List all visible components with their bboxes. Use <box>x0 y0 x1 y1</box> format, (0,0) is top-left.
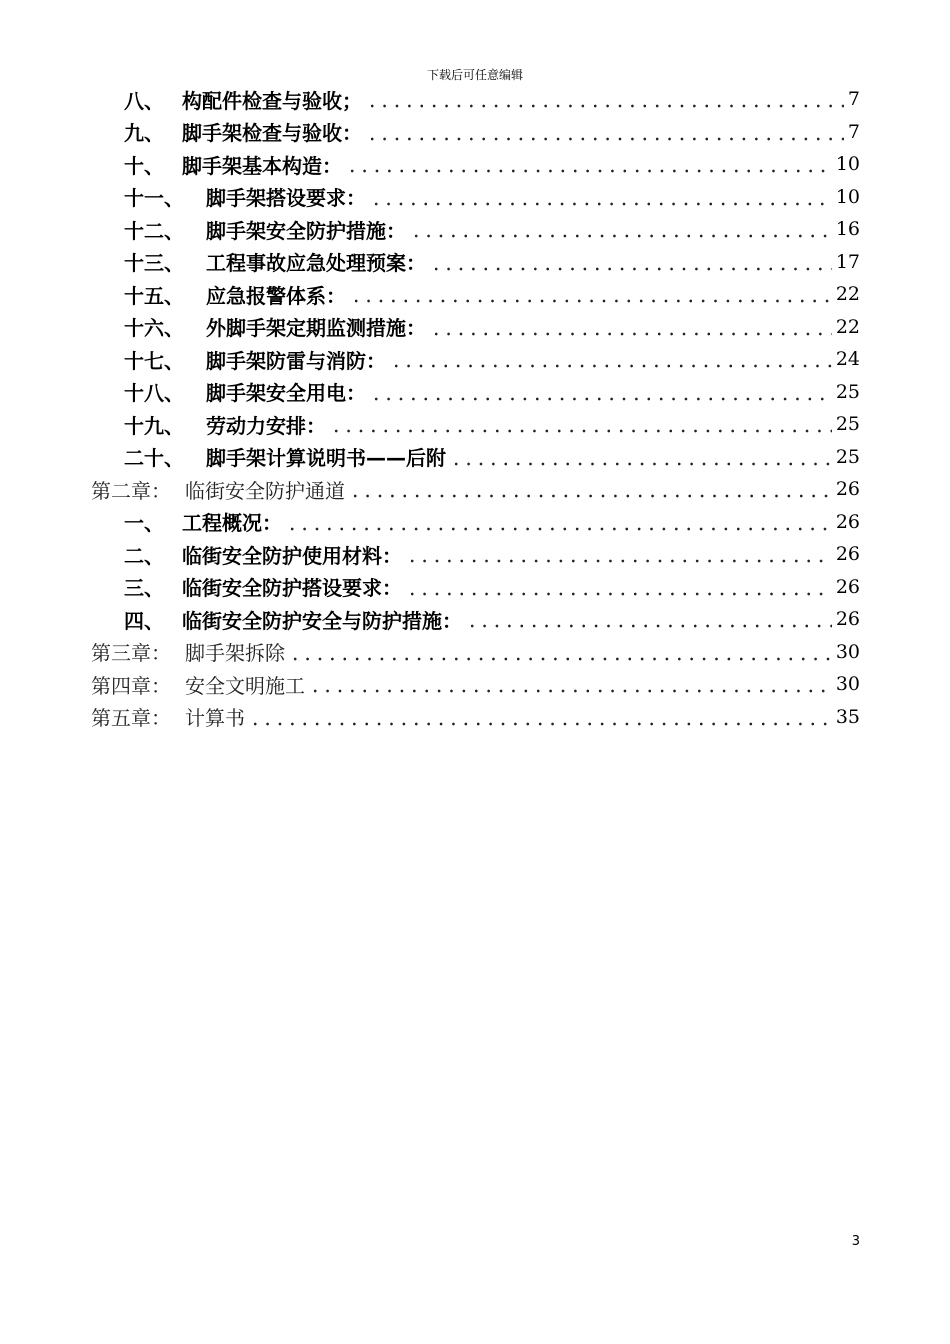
toc-entry-page: 26 <box>835 478 860 501</box>
toc-leader-dots <box>286 512 832 532</box>
toc-entry-number: 八、 <box>124 88 164 113</box>
toc-leader-dots <box>366 89 844 109</box>
toc-section-entry[interactable] <box>0 148 860 181</box>
toc-leader-dots <box>309 674 832 694</box>
toc-entry-page: 25 <box>835 413 860 436</box>
toc-entry-page: 25 <box>835 380 860 403</box>
toc-entry-page: 30 <box>835 673 860 696</box>
toc-section-entry[interactable] <box>0 506 860 539</box>
toc-entry-page: 22 <box>835 283 860 306</box>
toc-entry-page: 30 <box>835 640 860 663</box>
toc-entry-title: 脚手架防雷与消防： <box>206 348 386 373</box>
toc-leader-dots <box>466 609 832 629</box>
toc-leader-dots <box>366 122 844 142</box>
toc-entry-page: 24 <box>835 348 860 371</box>
toc-entry-number: 一、 <box>124 511 164 536</box>
toc-leader-dots <box>406 544 832 564</box>
toc-entry-title: 外脚手架定期监测措施： <box>206 316 426 341</box>
toc-entry-page: 26 <box>835 608 860 631</box>
toc-entry-title: 计算书 <box>185 706 245 731</box>
toc-entry-number: 十七、 <box>124 348 184 373</box>
toc-entry-title: 脚手架检查与验收： <box>182 121 362 146</box>
toc-leader-dots <box>410 219 832 239</box>
toc-section-entry[interactable] <box>0 408 860 441</box>
toc-entry-page: 26 <box>835 543 860 566</box>
toc-entry-page: 7 <box>847 88 860 111</box>
header-note: 下载后可任意编辑 <box>426 68 523 82</box>
toc-entry-page: 35 <box>835 705 860 728</box>
toc-entry-number: 三、 <box>124 576 164 601</box>
toc-entry-number: 十九、 <box>124 413 184 438</box>
toc-leader-dots <box>249 707 832 727</box>
toc-entry-title: 脚手架安全用电： <box>206 381 366 406</box>
toc-entry-number: 十、 <box>124 153 164 178</box>
toc-entry-number: 十一、 <box>124 186 184 211</box>
toc-entry-page: 22 <box>835 315 860 338</box>
toc-entry-number: 第二章： <box>91 478 171 503</box>
toc-entry-number: 十二、 <box>124 218 184 243</box>
toc-chapter-entry[interactable] <box>0 668 860 701</box>
toc-section-entry[interactable] <box>0 603 860 636</box>
toc-section-entry[interactable] <box>0 571 860 604</box>
toc-entry-number: 第五章： <box>91 706 171 731</box>
toc-entry-title: 劳动力安排： <box>206 413 326 438</box>
toc-section-entry[interactable] <box>0 376 860 409</box>
toc-entry-page: 10 <box>835 185 860 208</box>
toc-leader-dots <box>346 154 832 174</box>
toc-entry-number: 第三章： <box>91 641 171 666</box>
toc-entry-number: 十三、 <box>124 251 184 276</box>
toc-entry-page: 26 <box>835 575 860 598</box>
toc-leader-dots <box>349 479 832 499</box>
toc-leader-dots <box>390 349 832 369</box>
toc-entry-title: 脚手架拆除 <box>185 641 285 666</box>
toc-entry-title: 脚手架基本构造： <box>182 153 342 178</box>
toc-entry-title: 安全文明施工 <box>185 673 305 698</box>
toc-section-entry[interactable] <box>0 246 860 279</box>
toc-leader-dots <box>450 447 832 467</box>
toc-entry-title: 脚手架计算说明书——后附 <box>206 446 446 471</box>
toc-entry-page: 16 <box>835 218 860 241</box>
toc-leader-dots <box>289 642 832 662</box>
toc-leader-dots <box>330 414 832 434</box>
toc-entry-title: 临街安全防护使用材料： <box>182 543 402 568</box>
toc-section-entry[interactable] <box>0 116 860 149</box>
toc-entry-page: 17 <box>835 250 860 273</box>
toc-entry-number: 二、 <box>124 543 164 568</box>
toc-leader-dots <box>370 187 832 207</box>
toc-leader-dots <box>370 382 832 402</box>
toc-section-entry[interactable] <box>0 311 860 344</box>
toc-entry-title: 临街安全防护通道 <box>185 478 345 503</box>
toc-entry-number: 十五、 <box>124 283 184 308</box>
toc-entry-page: 25 <box>835 445 860 468</box>
toc-entry-number: 十六、 <box>124 316 184 341</box>
toc-entry-title: 工程概况： <box>182 511 282 536</box>
toc-entry-title: 脚手架安全防护措施： <box>206 218 406 243</box>
toc-entry-title: 临街安全防护搭设要求： <box>182 576 402 601</box>
toc-section-entry[interactable] <box>0 538 860 571</box>
toc-leader-dots <box>430 252 832 272</box>
toc-entry-page: 10 <box>835 153 860 176</box>
toc-chapter-entry[interactable] <box>0 473 860 506</box>
toc-entry-title: 工程事故应急处理预案： <box>206 251 426 276</box>
page-number: 3 <box>851 1234 860 1249</box>
toc-entry-title: 构配件检查与验收； <box>182 88 362 113</box>
toc-section-entry[interactable] <box>0 441 860 474</box>
toc-leader-dots <box>430 317 832 337</box>
toc-chapter-entry[interactable] <box>0 636 860 669</box>
toc-section-entry[interactable] <box>0 181 860 214</box>
toc-entry-title: 脚手架搭设要求： <box>206 186 366 211</box>
toc-entry-number: 四、 <box>124 608 164 633</box>
toc-entry-title: 临街安全防护安全与防护措施： <box>182 608 462 633</box>
toc-entry-number: 二十、 <box>124 446 184 471</box>
toc-entry-number: 九、 <box>124 121 164 146</box>
toc-entry-number: 第四章： <box>91 673 171 698</box>
toc-section-entry[interactable] <box>0 83 860 116</box>
toc-section-entry[interactable] <box>0 343 860 376</box>
toc-section-entry[interactable] <box>0 213 860 246</box>
toc-entry-page: 7 <box>847 120 860 143</box>
toc-leader-dots <box>350 284 832 304</box>
toc-section-entry[interactable] <box>0 278 860 311</box>
toc-entry-page: 26 <box>835 510 860 533</box>
toc-leader-dots <box>406 577 832 597</box>
toc-entry-number: 十八、 <box>124 381 184 406</box>
table-of-contents <box>0 83 950 733</box>
toc-chapter-entry[interactable] <box>0 701 860 734</box>
toc-entry-title: 应急报警体系： <box>206 283 346 308</box>
